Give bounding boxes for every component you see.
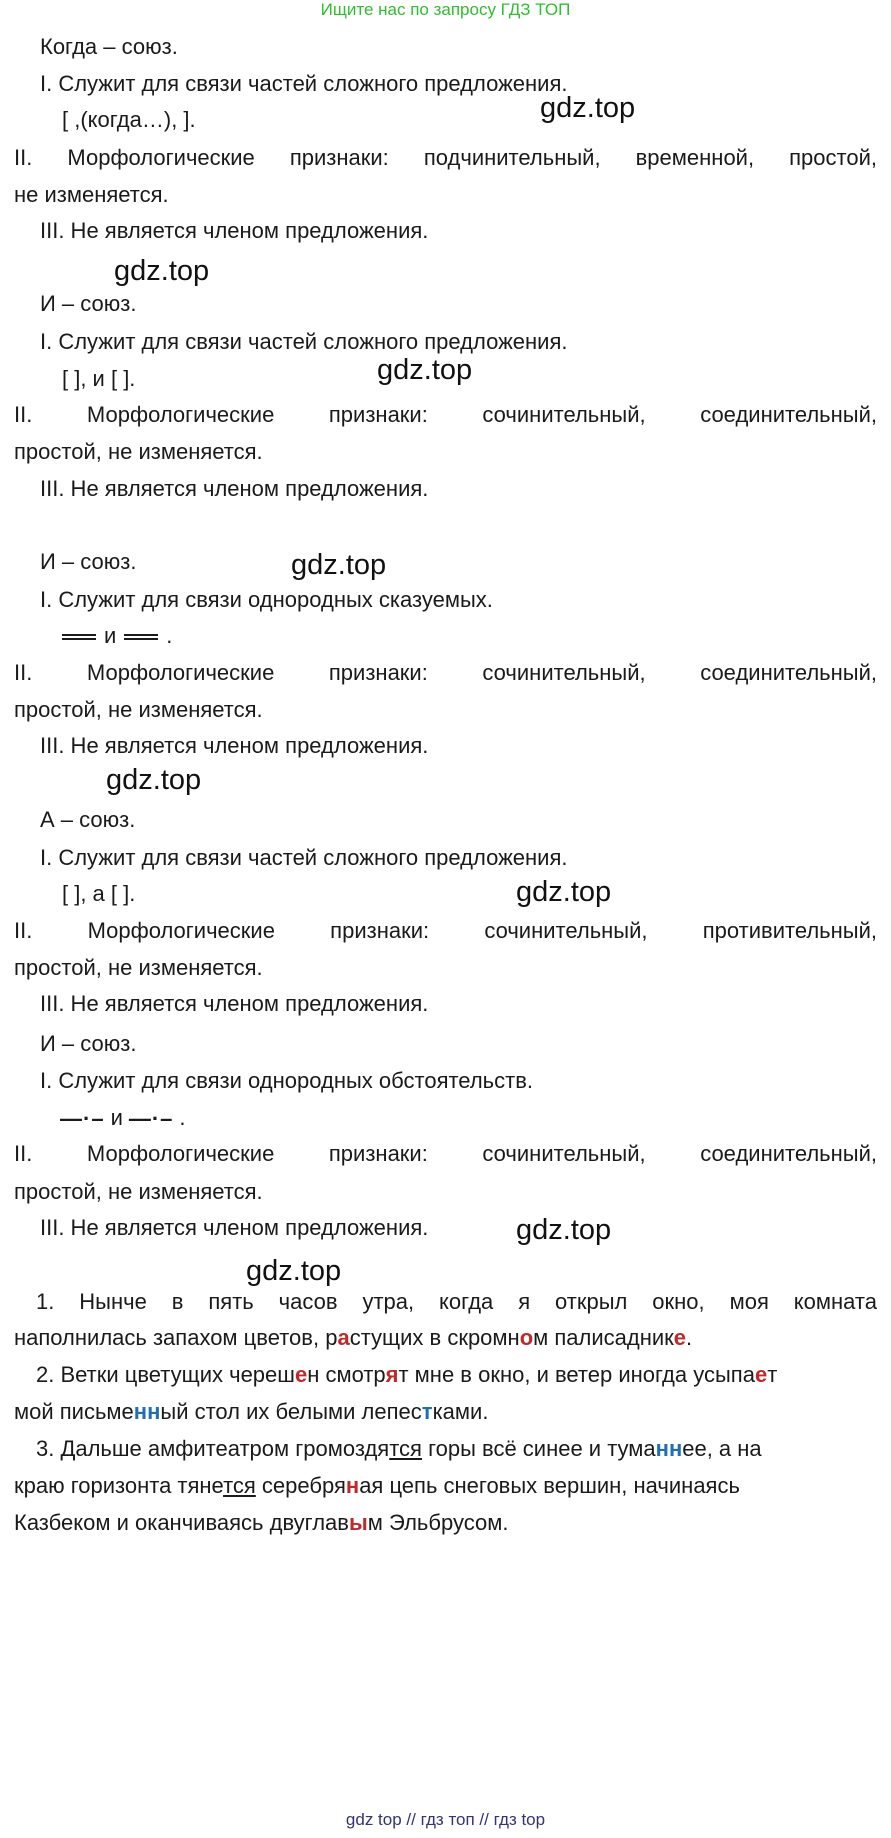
- sentence1-line2: наполнилась запахом цветов, растущих в скромном палисаднике.: [14, 1325, 693, 1350]
- block3-point2: II. Морфологические признаки: сочинительный, соединительный,: [14, 660, 877, 685]
- schema-end: .: [166, 623, 173, 648]
- block3-point3: III. Не является членом предложения.: [40, 733, 429, 758]
- block3-point1: I. Служит для связи однородных сказуемых.: [40, 587, 493, 612]
- block1-point2-cont: не изменяется.: [14, 182, 169, 207]
- block4-schema: [ ], а [ ].: [62, 881, 136, 906]
- sentence3-line3: Казбеком и оканчиваясь двуглавым Эльбрусом.: [14, 1510, 509, 1535]
- block2-title: И – союз.: [40, 291, 137, 316]
- block2-point2-cont: простой, не изменяется.: [14, 439, 263, 464]
- block2-point1: I. Служит для связи частей сложного предложения.: [40, 329, 568, 354]
- watermark: gdz.top: [246, 1255, 342, 1287]
- block5-point2: II. Морфологические признаки: сочинительный, соединительный,: [14, 1141, 877, 1166]
- page-header: Ищите нас по запросу ГДЗ ТОП: [320, 0, 571, 19]
- schema-end: .: [179, 1105, 186, 1130]
- watermark: gdz.top: [516, 876, 612, 908]
- block3-point2-cont: простой, не изменяется.: [14, 697, 263, 722]
- watermark: gdz.top: [377, 354, 473, 386]
- block5-point2-cont: простой, не изменяется.: [14, 1179, 263, 1204]
- block2-point2: II. Морфологические признаки: сочинительный, соединительный,: [14, 402, 877, 427]
- watermark: gdz.top: [540, 92, 636, 124]
- schema-conj: и: [110, 1105, 123, 1130]
- block1-point1: I. Служит для связи частей сложного предложения.: [40, 71, 568, 96]
- block5-schema: [54, 1105, 186, 1132]
- block1-schema: [ ,(когда…), ].: [62, 107, 196, 132]
- block4-point2: II. Морфологические признаки: сочинительный, противительный,: [14, 918, 877, 943]
- sentence1-line1: 1. Нынче в пять часов утра, когда я открыл окно, моя комната: [36, 1289, 877, 1314]
- predicate-underline-icon: [124, 634, 158, 640]
- block3-title: И – союз.: [40, 549, 137, 574]
- block4-point1: I. Служит для связи частей сложного предложения.: [40, 845, 568, 870]
- block5-point1: I. Служит для связи однородных обстоятельств.: [40, 1068, 533, 1093]
- adverbial-underline-icon: —·–: [60, 1106, 105, 1132]
- block1-point3: III. Не является членом предложения.: [40, 218, 429, 243]
- block2-point3: III. Не является членом предложения.: [40, 476, 429, 501]
- block5-title: И – союз.: [40, 1031, 137, 1056]
- sentence2-line2: мой письменный стол их белыми лепестками.: [14, 1399, 489, 1424]
- block4-point3: III. Не является членом предложения.: [40, 991, 429, 1016]
- predicate-underline-icon: [62, 634, 96, 640]
- watermark: gdz.top: [516, 1214, 612, 1246]
- block5-point3: III. Не является членом предложения.: [40, 1215, 429, 1240]
- block2-schema: [ ], и [ ].: [62, 366, 136, 391]
- block1-point2: II. Морфологические признаки: подчинительный, временной, простой,: [14, 145, 877, 170]
- sentence3-line1: 3. Дальше амфитеатром громоздятся горы всё синее и туманнее, а на: [36, 1436, 762, 1461]
- watermark: gdz.top: [291, 549, 387, 581]
- sentence2-line1: 2. Ветки цветущих черешен смотрят мне в окно, и ветер иногда усыпает: [36, 1362, 778, 1387]
- watermark: gdz.top: [114, 255, 210, 287]
- block4-title: А – союз.: [40, 807, 136, 832]
- block3-schema: [54, 623, 172, 649]
- sentence3-line2: краю горизонта тянется серебряная цепь снеговых вершин, начинаясь: [14, 1473, 740, 1498]
- watermark: gdz.top: [106, 764, 202, 796]
- schema-conj: и: [104, 623, 117, 648]
- adverbial-underline-icon: —·–: [128, 1106, 174, 1132]
- block1-title: Когда – союз.: [40, 34, 178, 59]
- page-footer: gdz top // гдз топ // гдз top: [345, 1810, 546, 1829]
- block4-point2-cont: простой, не изменяется.: [14, 955, 263, 980]
